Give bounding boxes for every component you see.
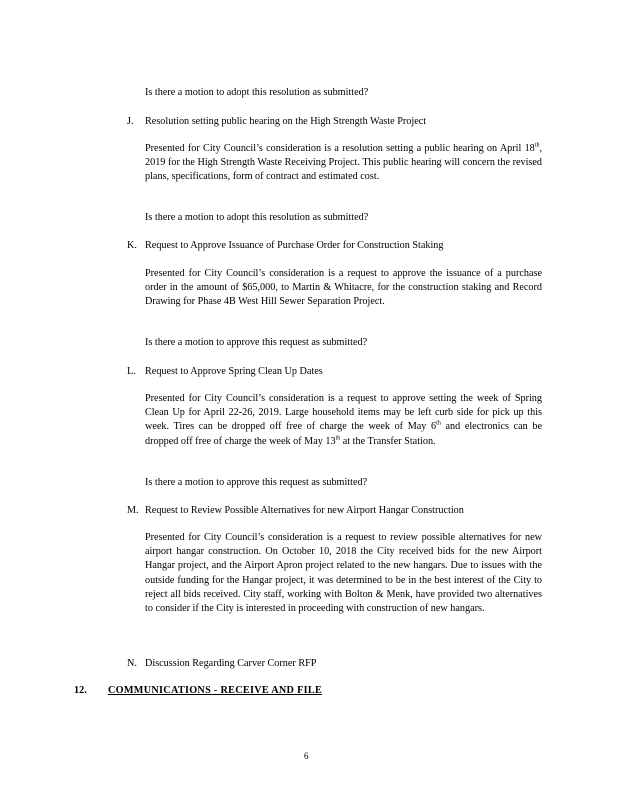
item-letter: K. <box>127 240 137 251</box>
motion-question: Is there a motion to adopt this resolution as submitted? <box>145 87 369 98</box>
motion-question: Is there a motion to adopt this resolution as submitted? <box>145 212 369 223</box>
item-body: Presented for City Council’s consideration is a request to approve setting the week of Spring Clean Up for April 22-26, 2019. Large household items may be left curb side for pick up this week. Tires can be dropped off free of charge the week of May 6th and electronics can be dropped off free of charge the week of May 13th at the Transfer Station. <box>145 393 543 447</box>
item-heading: Request to Review Possible Alternatives for new Airport Hangar Construction <box>145 505 464 516</box>
item-letter: L. <box>127 366 136 377</box>
motion-question: Is there a motion to approve this request as submitted? <box>145 337 368 348</box>
item-letter: J. <box>127 116 134 127</box>
item-letter: M. <box>127 505 139 516</box>
item-heading: Discussion Regarding Carver Corner RFP <box>145 658 317 669</box>
section-number: 12. <box>74 685 87 696</box>
motion-question: Is there a motion to approve this request as submitted? <box>145 477 368 488</box>
item-body: Presented for City Council’s consideration is a resolution setting a public hearing on April 18th, 2019 for the High Strength Waste Receiving Project. This public hearing will concern the revised plans, specifications, form of contract and estimated cost. <box>145 142 542 183</box>
item-body: Presented for City Council’s consideration is a request to review possible alternatives for new airport hangar construction. On October 10, 2018 the City received bids for the new Airport Hangar project, and the Airport Apron project related to the new hangars. Due to issues with the outside funding for the Hangar project, it was determined to be in the best interest of the City to reject all bids received. City staff, working with Bolton & Menk, have provided two alternatives to consider if the City is interested in proceeding with construction of new hangars. <box>145 532 542 615</box>
item-heading: Resolution setting public hearing on the High Strength Waste Project <box>145 116 427 127</box>
item-heading: Request to Approve Spring Clean Up Dates <box>145 366 323 377</box>
item-heading: Request to Approve Issuance of Purchase Order for Construction Staking <box>145 240 444 251</box>
item-body: Presented for City Council’s consideration is a request to approve the issuance of a purchase order in the amount of $65,000, to Martin & Whitacre, for the construction staking and Record Drawing for Phase 4B West Hill Sewer Separation Project. <box>145 268 542 308</box>
page-number: 6 <box>304 751 309 761</box>
section-title: COMMUNICATIONS - RECEIVE AND FILE <box>108 685 323 696</box>
item-letter: N. <box>127 658 137 669</box>
